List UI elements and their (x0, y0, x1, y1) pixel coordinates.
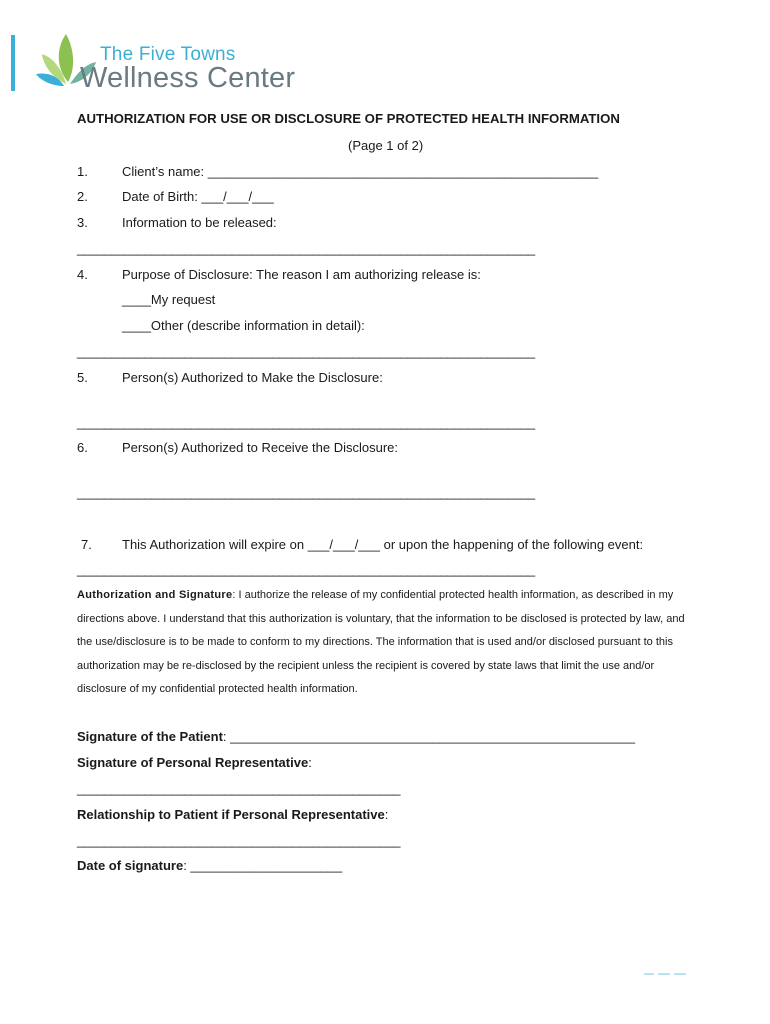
logo-text-line1: The Five Towns (100, 44, 236, 65)
authorization-heading: Authorization and Signature (77, 589, 233, 601)
client-name-field[interactable]: Client’s name: ______________________________________________________ (122, 164, 599, 179)
date-signature-row[interactable] (77, 858, 342, 873)
date-of-birth-field[interactable]: Date of Birth: ___/___/___ (122, 189, 274, 204)
date-signature-label: Date of signature (77, 858, 184, 873)
blank-line[interactable]: ____________________________________________________________________ (77, 241, 535, 256)
authorization-body: : I authorize the release of my confidential protected health information, as described in my directions above. I understand that this authorization is voluntary, that the information to be disclosed is protected by law, and the use/disclosure is to be made to conform to my directions. The information that is used and/or disclosed pursuant to this authorization may be re-disclosed by the recipient unless the recipient is covered by state laws that limit the use and/or disclosure of my confidential protected health information. (77, 589, 685, 695)
rep-signature-row (77, 755, 312, 770)
blank-line[interactable]: ____________________________________________________________________ (77, 562, 535, 577)
other-option[interactable]: ____Other (describe information in detail): (122, 318, 365, 333)
relationship-row (77, 807, 388, 822)
patient-signature-line[interactable]: : ________________________________________________________ (222, 729, 636, 744)
patient-signature-label: Signature of the Patient (77, 729, 223, 744)
expiration-field[interactable]: This Authorization will expire on ___/___/___ or upon the happening of the following event: (122, 537, 644, 552)
my-request-option[interactable]: ____My request (122, 292, 216, 307)
authorized-receive-label: Person(s) Authorized to Receive the Disclosure: (122, 440, 399, 455)
rep-colon: : (308, 755, 312, 770)
logo-text-line2: Wellness Center (80, 62, 296, 94)
item-number: 7. (81, 537, 92, 552)
blank-line[interactable]: ____________________________________________________________________ (77, 485, 535, 500)
item-number: 2. (77, 189, 88, 204)
rep-signature-line[interactable]: ________________________________________________ (77, 781, 401, 796)
rep-signature-label: Signature of Personal Representative (77, 755, 309, 770)
item-number: 5. (77, 370, 88, 385)
footer-watermark-icon (644, 970, 688, 980)
page-indicator: (Page 1 of 2) (348, 138, 424, 153)
patient-signature-row[interactable] (77, 729, 635, 744)
item-number: 4. (77, 267, 88, 282)
item-number: 1. (77, 164, 88, 179)
authorized-make-label: Person(s) Authorized to Make the Disclosure: (122, 370, 383, 385)
item-number: 3. (77, 215, 88, 230)
item-number: 6. (77, 440, 88, 455)
blank-line[interactable]: ____________________________________________________________________ (77, 415, 535, 430)
document-title: AUTHORIZATION FOR USE OR DISCLOSURE OF PROTECTED HEALTH INFORMATION (77, 111, 620, 126)
authorization-paragraph (77, 584, 697, 702)
information-released-label: Information to be released: (122, 215, 277, 230)
purpose-label: Purpose of Disclosure: The reason I am authorizing release is: (122, 267, 481, 282)
date-signature-line[interactable]: : _____________________ (183, 858, 343, 873)
relationship-label: Relationship to Patient if Personal Representative (77, 807, 385, 822)
logo-accent-bar (11, 35, 15, 91)
blank-line[interactable]: ____________________________________________________________________ (77, 344, 535, 359)
relationship-colon: : (384, 807, 389, 822)
relationship-line[interactable]: ________________________________________________ (77, 833, 401, 848)
